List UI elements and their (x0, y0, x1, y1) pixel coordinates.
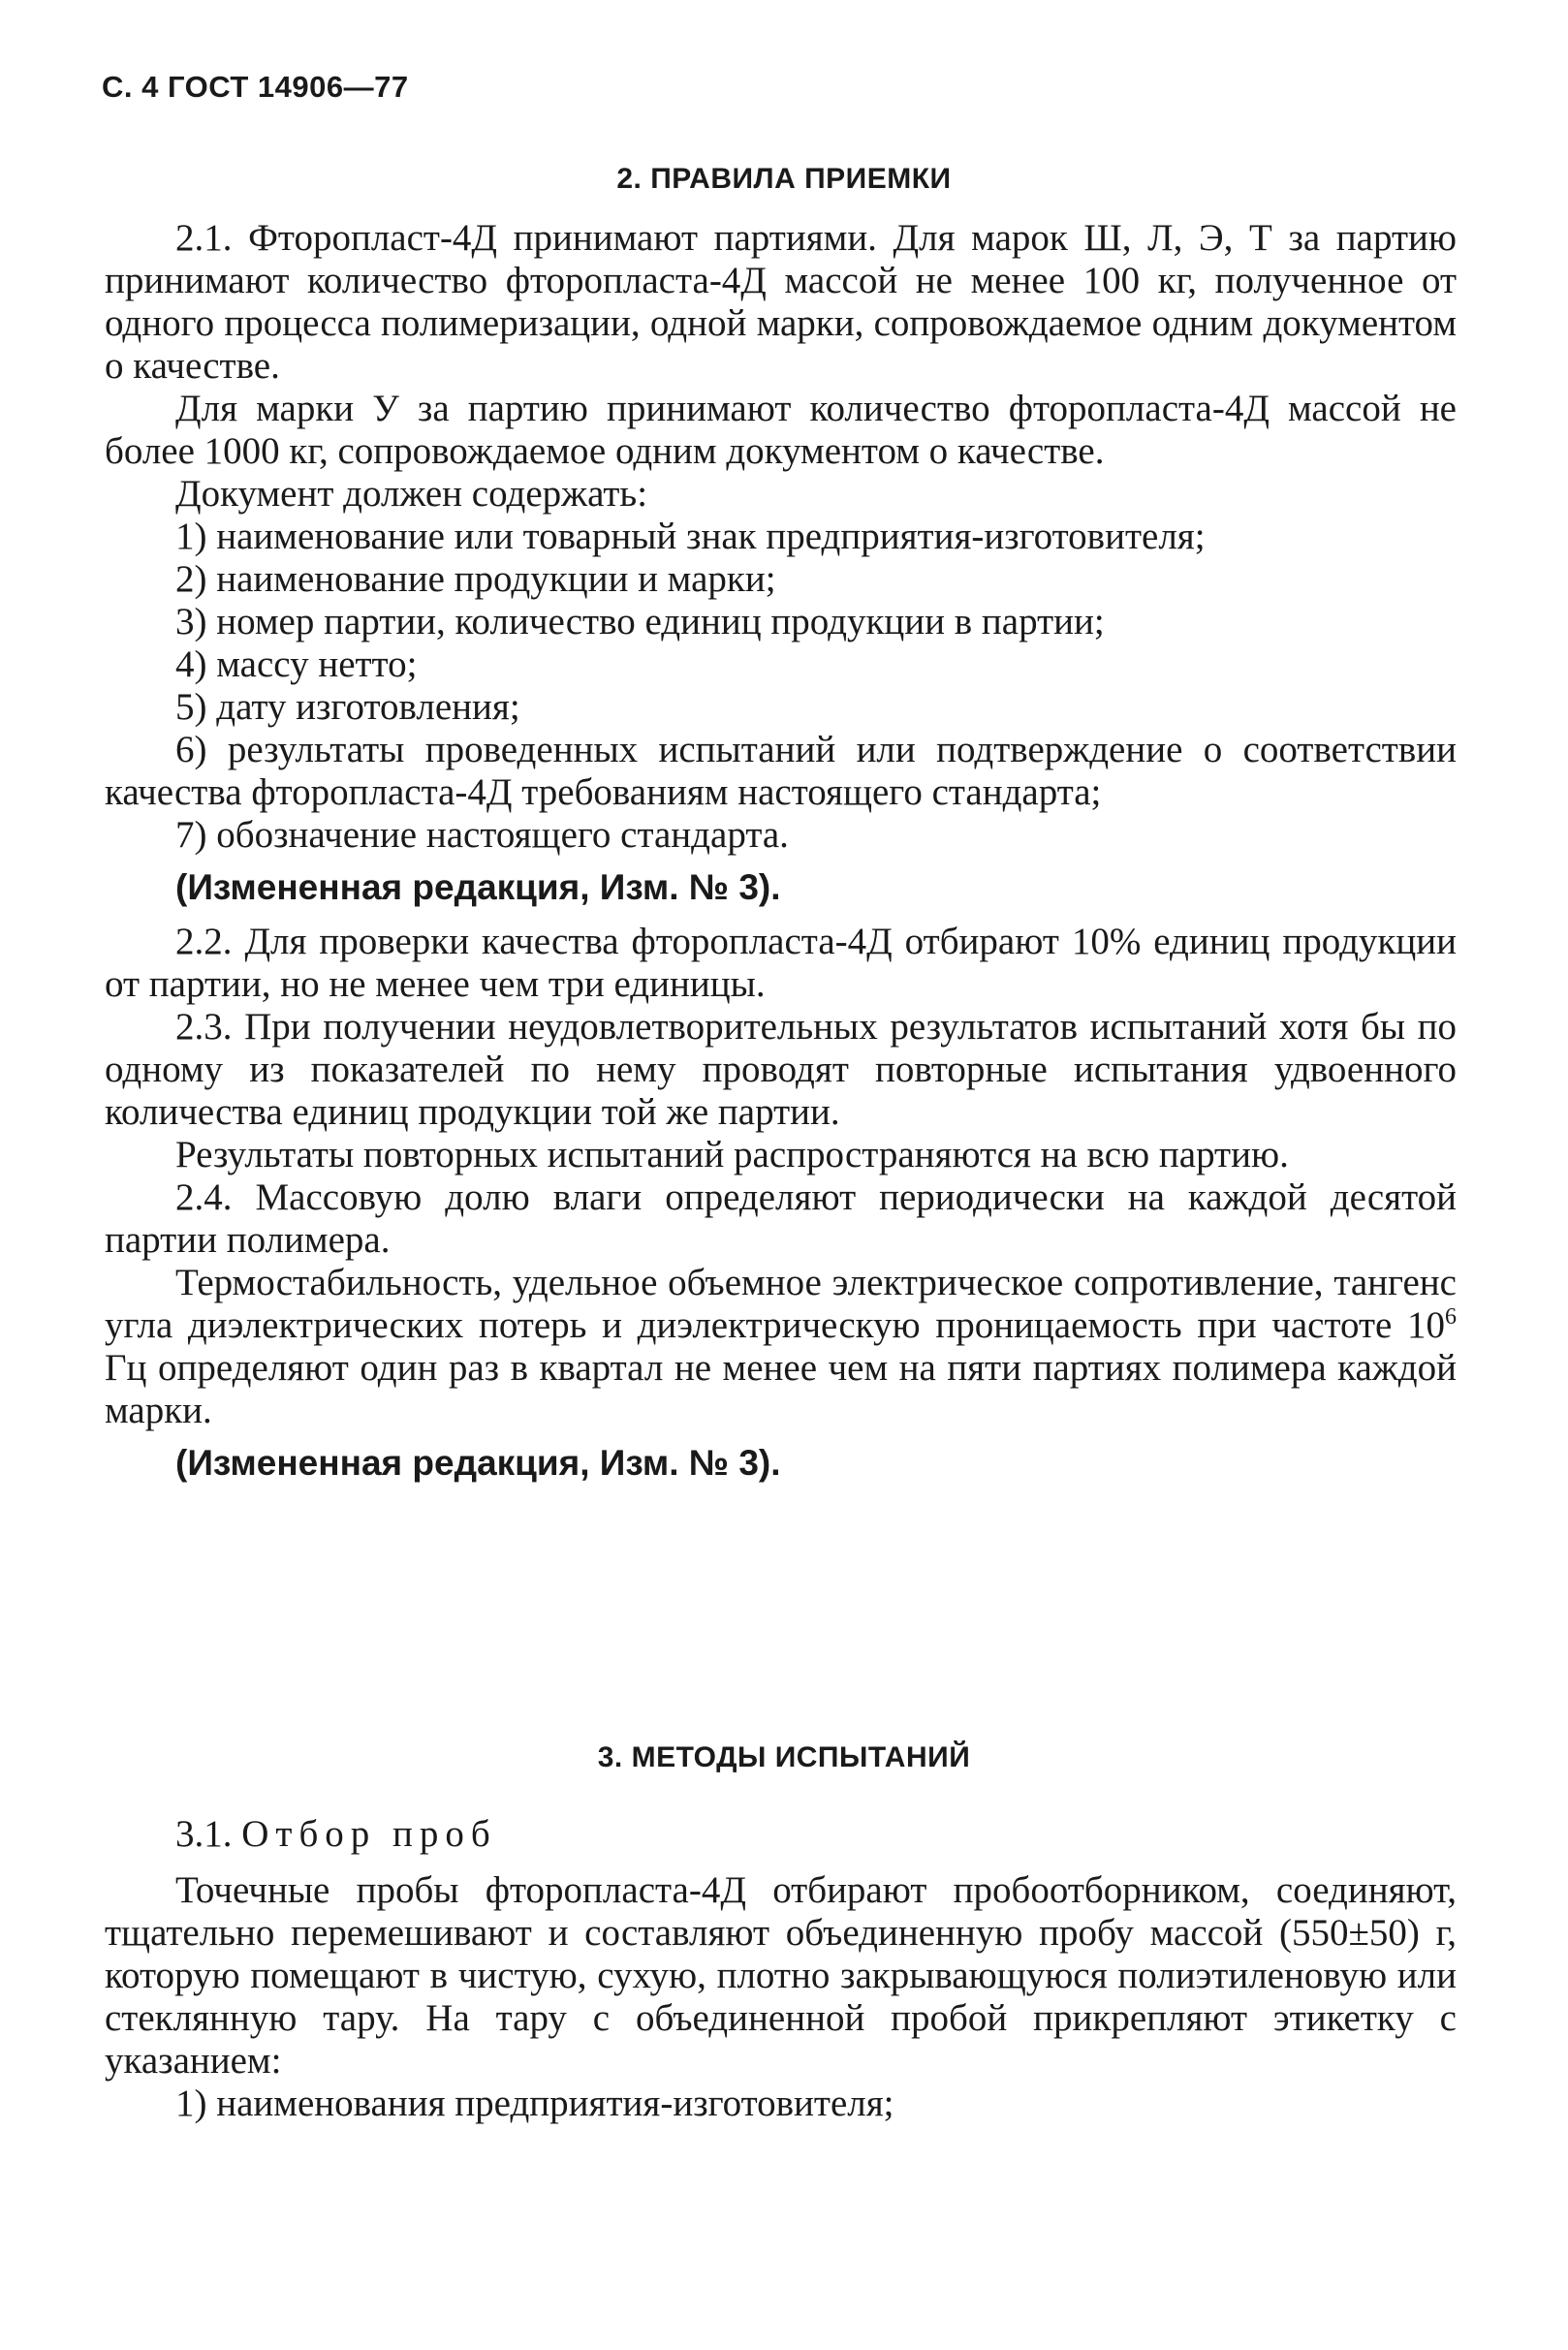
document-item-5: 5) дату изготовления; (175, 686, 520, 728)
amendment-note-1: (Измененная редакция, Изм. № 3). (175, 867, 781, 907)
label-item-1: 1) наименования предприятия-изготовителя; (175, 2083, 894, 2124)
paragraph-3-1: Точечные пробы фторопласта-4Д отбирают пробоотборником, соединяют, тщательно перемешивают и составляют объединенную пробу массой (550±50) г, которую помещают в чистую, сухую, плотно закрывающуюся полиэтиленовую или стеклянную тару. На тару с объединенной пробой прикрепляют этикетку с указанием: (105, 1869, 1457, 2082)
document-intro: Документ должен содержать: (175, 473, 648, 515)
paragraph-2-4-b (105, 1262, 1457, 1432)
paragraph-2-4-b-text: Термостабильность, удельное объемное электрическое сопротивление, тангенс угла диэлектрических потерь и диэлектрическую проницаемость при частоте 10 (105, 1262, 1457, 1346)
section-3-body (105, 1813, 1457, 2125)
subsection-number: 3.1. (175, 1813, 242, 1855)
document-item-2: 2) наименование продукции и марки; (175, 558, 776, 600)
subsection-3-1-heading (105, 1813, 1457, 1856)
paragraph-2-3-b: Результаты повторных испытаний распространяются на всю партию. (175, 1134, 1289, 1175)
exponent-superscript: 6 (1445, 1304, 1457, 1330)
paragraph-2-4-b-text-end: Гц определяют один раз в квартал не менее чем на пяти партиях полимера каждой марки. (105, 1347, 1457, 1431)
paragraph-2-2: 2.2. Для проверки качества фторопласта-4Д отбирают 10% единиц продукции от партии, но не менее чем три единицы. (105, 921, 1457, 1005)
paragraph-2-1: 2.1. Фторопласт-4Д принимают партиями. Для марок Ш, Л, Э, Т за партию принимают количество фторопласта-4Д массой не менее 100 кг, полученное от одного процесса полимеризации, одной марки, сопровождаемое одним документом о качестве. (105, 217, 1457, 387)
subsection-title: Отбор проб (241, 1813, 497, 1855)
paragraph-2-3: 2.3. При получении неудовлетворительных результатов испытаний хотя бы по одному из показателей по нему проводят повторные испытания удвоенного количества единиц продукции той же партии. (105, 1006, 1457, 1133)
document-item-4: 4) массу нетто; (175, 643, 418, 685)
page-header: С. 4 ГОСТ 14906—77 (102, 70, 409, 104)
amendment-note-2: (Измененная редакция, Изм. № 3). (175, 1443, 781, 1483)
document-item-1: 1) наименование или товарный знак предприятия-изготовителя; (175, 516, 1206, 557)
document-item-3: 3) номер партии, количество единиц продукции в партии; (175, 601, 1105, 642)
section-2-body (105, 217, 1457, 1496)
document-item-7: 7) обозначение настоящего стандарта. (175, 814, 789, 856)
document-item-6: 6) результаты проведенных испытаний или подтверждение о соответствии качества фторопласта-4Д требованиям настоящего стандарта; (105, 729, 1457, 813)
section-2-title: 2. ПРАВИЛА ПРИЕМКИ (616, 163, 952, 195)
paragraph-2-4: 2.4. Массовую долю влаги определяют периодически на каждой десятой партии полимера. (105, 1176, 1457, 1261)
section-3-title: 3. МЕТОДЫ ИСПЫТАНИЙ (597, 1741, 971, 1773)
paragraph-2-1-b: Для марки У за партию принимают количество фторопласта-4Д массой не более 1000 кг, сопровождаемое одним документом о качестве. (105, 388, 1457, 472)
